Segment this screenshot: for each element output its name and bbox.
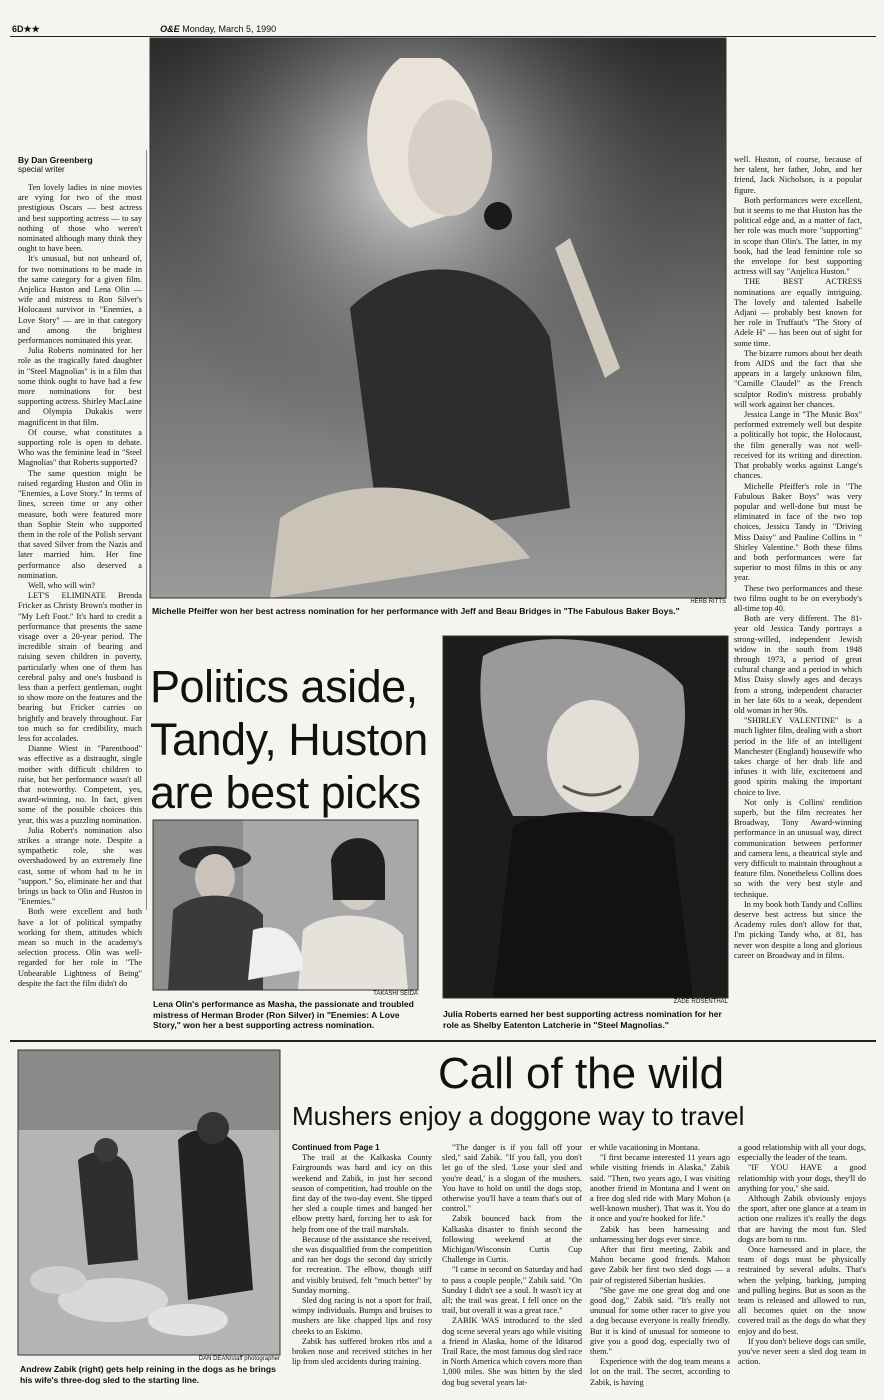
sled-dog-caption: Andrew Zabik (right) gets help reining in the dogs as he brings his wife's three-dog sled to the starting line. — [20, 1364, 276, 1385]
paragraph: a good relationship with all your dogs, especially the leader of the team. — [738, 1143, 866, 1163]
pfeiffer-caption: Michelle Pfeiffer won her best actress nomination for her performance with Jeff and Beau Bridges in "The Fabulous Baker Boys." — [152, 606, 680, 616]
olin-photo-credit: TAKASHI SEIDA — [373, 991, 418, 997]
paragraph: Although Zabik obviously enjoys the sport, after one glance at a team in action one realizes it's really the dogs that are having the most fun. Sled dogs are born to run. — [738, 1194, 866, 1244]
paragraph: The trail at the Kalkaska County Fairgrounds was hard and icy on this weekend and Zabik, in just her second season of competition, had trouble on the first day of the two-day event. She tipped her sled a couple times and banged her elbow pretty hard, forcing her to ask for help from one of the trail marshals. — [292, 1153, 432, 1234]
paragraph: Sled dog racing is not a sport for frail, wimpy individuals. Bumps and bruises to mushers are like chapped lips and rosy cheeks to an Eskimo. — [292, 1296, 432, 1336]
paragraph: Not only is Collins' rendition superb, but the film recreates her Broadway, Tony Award-winning performance in an unusual way, direct communication between performer and camera lens, a theatrical style and very difficult to maintain throughout a feature film. Nonetheless Collins does so with the very best style and technique. — [734, 797, 862, 899]
paragraph: "IF YOU HAVE a good relationship with your dogs, they'll do anything for you," she said. — [738, 1163, 866, 1193]
headline-line: Tandy, Huston — [150, 714, 428, 765]
article1-headline — [150, 660, 440, 819]
sled-dog-photo — [18, 1050, 280, 1355]
paragraph: "I first became interested 11 years ago while visiting friends in Alaska," Zabik said. "Then, two years ago, I was visiting another friend in Montana and I went on a free dog sled ride with Mary Mohon (a well-known musher). That was it. You do it once and you're hooked for life." — [590, 1153, 730, 1224]
paragraph: The same question might be raised regarding Huston and Olin in "Enemies, a Love Story." In terms of lines, screen time or any other measure, both were featured more than Sophie Stein who supported them in the role of the Polish servant that saved Silver from the Nazis and later married him. Her fine performance also deserved a nomination. — [18, 468, 142, 580]
article1-column-1 — [18, 155, 142, 988]
article2-headline: Call of the wild — [438, 1049, 725, 1098]
article2-column-4 — [738, 1143, 866, 1398]
paragraph: These two performances and these two films ought to be on everybody's all-time top 40. — [734, 583, 862, 613]
paragraph: Well, who will win? — [28, 580, 96, 590]
paragraph: "She gave me one great dog and one good dog," Zabik said. "It's really not unusual for some other racer to give you a dog because everyone is really friendly. But it is kind of unusual for someone to give you a good dog, especially two of them." — [590, 1285, 730, 1357]
paragraph: The bizarre rumors about her death from AIDS and the fact that she appears in a largely unknown film, "Camille Claudel" as the French sculptor Rodin's mistress probably will work against her chances. — [734, 348, 862, 409]
article1-column-4 — [734, 155, 862, 960]
paragraph: Zabik has suffered broken ribs and a broken nose and received stitches in her lip from sled accidents during training. — [292, 1336, 432, 1367]
top-rule — [10, 36, 876, 37]
pfeiffer-photo-credit: HERB RITTS — [690, 599, 726, 605]
paragraph: Zabik has been harnessing and unharnessing her dogs ever since. — [590, 1224, 730, 1244]
paragraph: "I came in second on Saturday and had to pass a couple people," Zabik said. "On Sunday I didn't see a soul. It wasn't icy at all; the trail was great. I fell once on the trail, but overall it was a great race." — [442, 1265, 582, 1316]
column-divider — [146, 150, 147, 910]
paragraph: After that first meeting, Zabik and Mahon became good friends. Mahon gave Zabik her first two sled dogs — a pair of registered Siberian huskies. — [590, 1245, 730, 1285]
paragraph: It's unusual, but not unheard of, for two nominations to be made in the same category for a given film. Anjelica Huston and Lena Olin — wife and mistress to Ron Silver's Holocaust survivor in "Enemies, a Love Story" — are in that category and among the brightest performances nominated this year. — [18, 254, 142, 346]
paragraph: er while vacationing in Montana. — [590, 1143, 700, 1152]
section-name: O&E — [160, 24, 180, 34]
olin-photo — [153, 820, 418, 990]
article2-column-1 — [292, 1143, 432, 1398]
paragraph: Michelle Pfeiffer's role in "The Fabulous Baker Boys" was very popular and well-done but must be eliminated in face of the two top choices, Jessica Tandy in "Driving Miss Daisy" and Pauline Collins in " Shirley Valentine." Both these films and both performances were far superior to most films in this or any year. — [734, 481, 862, 583]
page-folio — [12, 24, 276, 35]
roberts-photo-credit: ZADE ROSENTHAL — [673, 999, 728, 1005]
roberts-caption: Julia Roberts earned her best supporting actress nomination for her role as Shelby Eatenton Latcherie in "Steel Magnolias." — [443, 1009, 722, 1030]
headline-line: Politics aside, — [150, 661, 418, 712]
byline: By Dan Greenberg — [18, 155, 93, 165]
article2-deck: Mushers enjoy a doggone way to travel — [292, 1101, 745, 1131]
sled-dog-photo-credit: DAN DEAN/staff photographer — [198, 1356, 280, 1362]
paragraph: Jessica Lange in "The Music Box" performed extremely well but despite a politically hot topic, the Holocaust, the film generally was not well-received for its writing and direction. That probably works against Lange's chances. — [734, 410, 862, 481]
paragraph: Of course, what constitutes a supporting role is open to debate. Who was the feminine lead in "Steel Magnolias" that Roberts supported? — [18, 427, 142, 468]
paragraph: Julia Robert's nomination also strikes a strange note. Despite a sympathetic role, she was overshadowed by an extremely fine cast, some of whom had to be in "support." So, eliminate her and that brings us back to Olin and Huston in "Enemies." — [18, 825, 142, 907]
paragraph: Once harnessed and in place, the team of dogs must be physically restrained by several adults. That's when the yelping, barking, jumping and pulling begins. But as soon as the team is released and allowed to run, all becomes quiet on the snow covered trail as the dogs do what they enjoy and do best. — [738, 1245, 866, 1336]
article2-column-2 — [442, 1143, 582, 1398]
byline-role: special writer — [18, 165, 65, 174]
paragraph: Both performances were excellent, but it seems to me that Huston has the political edge and, as a matter of fact, her role was much more "supporting" in scope than Olin's. The latter, in my book, had the lead feminine role so the envelope for best supporting actress will say "Anjelica Huston." — [734, 195, 862, 277]
paragraph: LET'S ELIMINATE Brenda Fricker as Christy Brown's mother in "My Left Foot." It's hard to credit a performance that presents the same visage over a 20-year period. The incredible strain of bearing and raising seven children in poverty, particularly when one of them has cerebral palsy and one's husband is less than a perfect gentleman, ought to show more on the features and the bearing but Fricker carries on brightly and bravely throughout. Far too much so for credibility, much less for accolades. — [18, 591, 142, 743]
continued-line: Continued from Page 1 — [292, 1143, 380, 1152]
article2-column-3 — [590, 1143, 730, 1398]
paragraph: "The danger is if you fall off your sled," said Zabik. "If you fall, you don't let go of the sled. 'Lose your sled and you're dead,' is a slogan of the mushers. You have to hold on until the dogs stop, otherwise you'll have a team that's out of control." — [442, 1143, 582, 1214]
paragraph: Ten lovely ladies in nine movies are vying for two of the most prestigious Oscars — best actress and best supporting actress — to say nothing of those who weren't nominated although many think they ought to have been. — [18, 183, 142, 254]
paragraph: Dianne Wiest in "Parenthood" was effective as a distraught, single mother with difficult children to raise, but her performance wasn't all that noteworthy. Competent, yes, award-winning, no. In fact, given some of the possible choices this year, this was a puzzling nomination. — [18, 744, 142, 825]
pfeiffer-photo — [150, 38, 726, 598]
paragraph: ZABIK WAS introduced to the sled dog scene several years ago while visiting a friend in Alaska, home of the Iditarod Trail Race, the most famous dog sled race in North America which covers more than 1,000 miles. She was bitten by the sled dog bug several years lat- — [442, 1316, 582, 1387]
page-number: 6D★★ — [12, 24, 40, 34]
paragraph: Both are very different. The 81-year old Jessica Tandy portrays a strong-willed, independent Jewish widow in the south from 1948 through 1973, a period of great cultural change and a period in which Miss Daisy slowly ages and decays from a strong, independent character in her late 60s to a weak, dependent old woman in her 90s. — [734, 614, 862, 715]
paragraph: Zabik bounced back from the Kalkaska disaster to finish second the following weekend at the Michigan/Wisconsin Curtis Cup Challenge in Curtis. — [442, 1214, 582, 1265]
paragraph: Julia Roberts nominated for her role as the tragically fated daughter in "Steel Magnolias" is in a film that some think ought to have had a few more nominations for best supporting actress. Shirley MacLaine and Olympia Dukakis were magnificent in that film. — [18, 346, 142, 427]
paragraph: well. Huston, of course, because of her talent, her father, John, and her friend, Jack Nicholson, is a popular figure. — [734, 155, 862, 195]
paragraph: Both were excellent and both have a lot of political sympathy working for them, attitudes which mean so much in the academy's selection process. Olin was well-regarded for her role in "The Unbearable Lightness of Being" despite the fact the film didn't do — [18, 907, 142, 988]
paragraph: If you don't believe dogs can smile, you've never seen a sled dog team in action. — [738, 1336, 866, 1367]
olin-caption: Lena Olin's performance as Masha, the passionate and troubled mistress of Herman Broder (Ron Silver) in "Enemies: A Love Story," won her a best supporting actress nomination. — [153, 999, 414, 1030]
paragraph: "SHIRLEY VALENTINE" is a much lighter film, dealing with a short period in the life of an intelligent Manchester (England) housewife who takes charge of her drab life and infuses it with life, excitement and good spirits making the important choice to live. — [734, 716, 862, 797]
paragraph: THE BEST ACTRESS nominations are equally intriguing. The lovely and talented Isabelle Adjani — probably best known for her role in Truffaut's "The Story of Adele H" — has been out of sight for some time. — [734, 277, 862, 348]
issue-date: Monday, March 5, 1990 — [182, 24, 277, 34]
paragraph: In my book both Tandy and Collins deserve best actress but since the Academy rules don't allow for that, I'm picking Tandy who, at 81, has never won despite a long and glorious career on Broadway and in films. — [734, 899, 862, 960]
headline-line: are best picks — [150, 767, 421, 818]
paragraph: Experience with the dog team means a lot on the trail. The secret, according to Zabik, is having — [590, 1357, 730, 1387]
section-separator — [10, 1040, 876, 1042]
paragraph: Because of the assistance she received, she was disqualified from the competition and ran her dogs the second day strictly for recreation. The elbow, though stiff and visibly bruised, felt "much better" by Sunday morning. — [292, 1234, 432, 1295]
roberts-photo — [443, 636, 728, 998]
